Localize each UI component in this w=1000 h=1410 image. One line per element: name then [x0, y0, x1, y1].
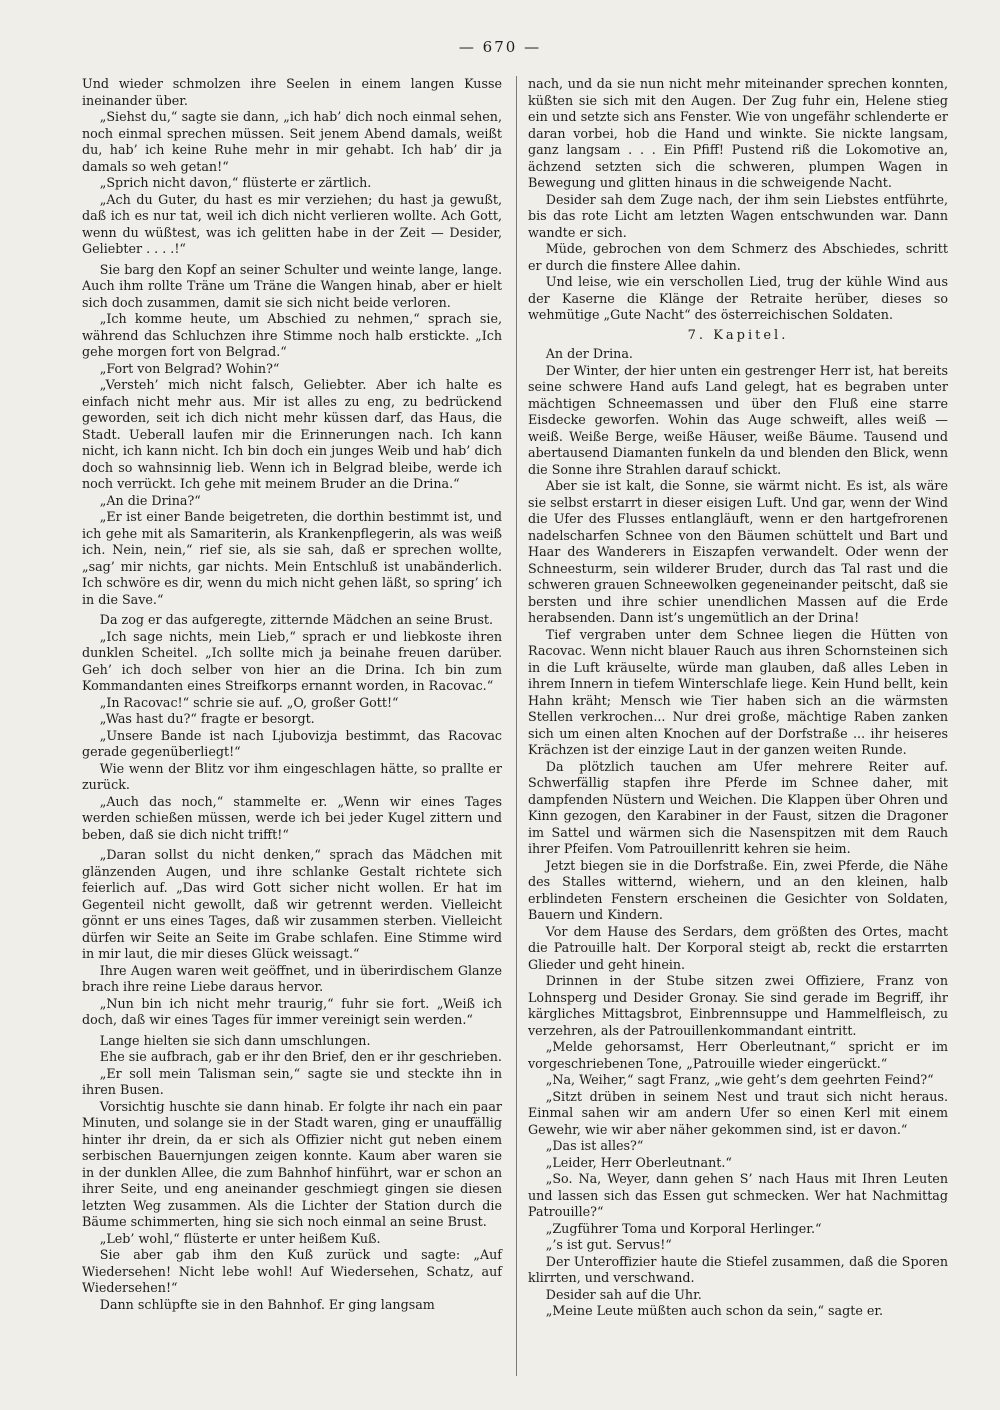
- paragraph: Da plötzlich tauchen am Ufer mehrere Reiter auf. Schwerfällig stapfen ihre Pferde im Schnee daher, mit dampfenden Nüstern und Weichen. Die Klappen über Ohren und Kinn gezogen, den Karabiner in der Faust, sitzen die Dragoner im Sattel und wärmen sich die Nasenspitzen mit dem Rauch ihrer Pfeifen. Vom Patrouillenritt kehren sie heim.: [528, 758, 948, 856]
- chapter-subtitle: An der Drina.: [545, 346, 633, 361]
- paragraph: Desider sah auf die Uhr.: [545, 1286, 702, 1302]
- paragraph: „Ach du Guter, du hast es mir verziehen; du hast ja gewußt, daß ich es nur tat, weil ich dich nicht verlieren wollte. Ach Gott, wenn du wüßtest, was ich gelitten habe in der Zeit — Desider, Geliebter . . . .!“: [82, 191, 502, 256]
- paragraph: Und wieder schmolzen ihre Seelen in einem langen Kusse ineinander über.: [82, 76, 502, 108]
- paragraph: „So. Na, Weyer, dann gehen S’ nach Haus mit Ihren Leuten und lassen sich das Essen gut schmecken. Wer hat Nachmittag Patrouille?“: [528, 1171, 948, 1219]
- page-number: — 670 —: [458, 38, 542, 56]
- paragraph: Und leise, wie ein verschollen Lied, trug der kühle Wind aus der Kaserne die Klänge der Retraite herüber, dieses so wehmütige „Gute Nacht“ des österreichischen Soldaten.: [528, 274, 948, 322]
- paragraph: „Siehst du,“ sagte sie dann, „ich hab’ dich noch einmal sehen, noch einmal sprechen müssen. Seit jenem Abend damals, weißt du, hab’ ich keine Ruhe mehr in mir gehabt. Ich hab’ dir ja damals so weh getan!“: [82, 109, 502, 174]
- paragraph: „’s ist gut. Servus!“: [545, 1237, 672, 1252]
- paragraph: „Melde gehorsamst, Herr Oberleutnant,“ spricht er im vorgeschriebenen Tone, „Patrouille wieder eingerückt.“: [528, 1039, 948, 1071]
- paragraph: „Zugführer Toma und Korporal Herlinger.“: [545, 1220, 822, 1236]
- paragraph: Sie barg den Kopf an seiner Schulter und weinte lange, lange. Auch ihm rollte Träne um Träne die Wangen hinab, aber er hielt sich doch zusammen, damit sie sich nicht beide verloren.: [82, 261, 502, 310]
- paragraph: „Er ist einer Bande beigetreten, die dorthin bestimmt ist, und ich gehe mit als Samariterin, als Krankenpflegerin, als was weiß ich. Nein, nein,“ rief sie, als sie sah, daß er sprechen wollte, „sag’ mir nichts, gar nichts. Mein Entschluß ist unabänderlich. Ich schwöre es dir, wenn du mich nicht gehen läßt, so spring’ ich in die Save.“: [82, 509, 502, 607]
- paragraph: Aber sie ist kalt, die Sonne, sie wärmt nicht. Es ist, als wäre sie selbst erstarrt in dieser eisigen Luft. Und gar, wenn der Wind die Ufer des Flusses entlangläuft, wenn er den hartgefrorenen nadelscharfen Schnee von den Bäumen schüttelt und Bart und Haar des Wanderers in Eiszapfen verwandelt. Oder wenn der Schneesturm, sein wilderer Bruder, durch das Tal rast und die schweren grauen Schneewolken gegeneinander peitscht, daß sie bersten und ihre schier unendlichen Massen auf die Erde herabsenden. Dann ist’s ungemütlich an der Drina!: [528, 478, 948, 625]
- paragraph: „Fort von Belgrad? Wohin?“: [99, 360, 280, 376]
- paragraph: Ihre Augen waren weit geöffnet, und in überirdischem Glanze brach ihre reine Liebe daraus hervor.: [82, 962, 502, 994]
- paragraph: Tief vergraben unter dem Schnee liegen die Hütten von Racovac. Wenn nicht blauer Rauch aus ihren Schornsteinen sich in die Luft kräuselte, würde man glauben, daß alles Leben in ihrem Innern in tiefem Winterschlafe liege. Kein Hund bellt, kein Hahn kräht; Mensch wie Tier haben sich an die wärmsten Stellen verkrochen... Nur drei große, mächtige Raben zanken sich um einen alten Knochen auf der Dorfstraße ... ihr heiseres Krächzen ist der einzige Laut in der ganzen weiten Runde.: [528, 626, 948, 757]
- paragraph: Dann schlüpfte sie in den Bahnhof. Er ging langsam: [99, 1296, 435, 1312]
- column-divider: [516, 76, 517, 1376]
- paragraph: Der Unteroffizier haute die Stiefel zusammen, daß die Sporen klirrten, und verschwand.: [528, 1253, 948, 1285]
- paragraph: „Er soll mein Talisman sein,“ sagte sie und steckte ihn in ihren Busen.: [82, 1065, 502, 1097]
- paragraph: Wie wenn der Blitz vor ihm eingeschlagen hätte, so prallte er zurück.: [82, 760, 502, 792]
- paragraph: Ehe sie aufbrach, gab er ihr den Brief, den er ihr geschrieben.: [99, 1049, 502, 1064]
- paragraph: Vor dem Hause des Serdars, dem größten des Ortes, macht die Patrouille halt. Der Korporal steigt ab, reckt die erstarrten Glieder und geht hinein.: [528, 923, 948, 972]
- paragraph: „Leider, Herr Oberleutnant.“: [545, 1154, 732, 1170]
- paragraph: Sie aber gab ihm den Kuß zurück und sagte: „Auf Wiedersehen! Nicht lebe wohl! Auf Wiedersehen, Schatz, auf Wiedersehen!“: [82, 1247, 502, 1295]
- right-column: [528, 76, 948, 1320]
- paragraph: nach, und da sie nun nicht mehr miteinander sprechen konnten, küßten sie sich mit den Augen. Der Zug fuhr ein, Helene stieg ein und setzte sich ans Fenster. Wie von ungefähr schlenderte er daran vorbei, hob die Hand und winkte. Sie nickte langsam, ganz langsam . . . Ein Pfiff! Pustend riß die Lokomotive an, ächzend setzten sich die schweren, plumpen Wagen in Bewegung und glitten hinaus in die schweigende Nacht.: [528, 76, 948, 190]
- paragraph: „Leb’ wohl,“ flüsterte er unter heißem Kuß.: [99, 1230, 381, 1246]
- paragraph: „Meine Leute müßten auch schon da sein,“ sagte er.: [545, 1303, 884, 1318]
- paragraph: Da zog er das aufgeregte, zitternde Mädchen an seine Brust.: [99, 612, 494, 627]
- paragraph: Jetzt biegen sie in die Dorfstraße. Ein, zwei Pferde, die Nähe des Stalles witternd, wiehern, und an den kleinen, halb erblindeten Fenstern erscheinen die Gesichter von Soldaten, Bauern und Kindern.: [528, 857, 948, 922]
- paragraph: „Was hast du?“ fragte er besorgt.: [99, 711, 315, 726]
- paragraph: Müde, gebrochen von dem Schmerz des Abschiedes, schritt er durch die finstere Allee dahin.: [528, 241, 948, 273]
- paragraph: „Versteh’ mich nicht falsch, Geliebter. Aber ich halte es einfach nicht mehr aus. Mir ist alles zu eng, zu bedrückend geworden, seit ich dich nicht mehr küssen darf, das Haus, die Stadt. Ueberall laufen mir die Erinnerungen nach. Ich kann nicht, ich kann nicht. Ich bin doch ein junges Weib und hab’ dich doch so wahnsinnig lieb. Wenn ich in Belgrad bleibe, werde ich noch verrückt. Ich gehe mit meinem Bruder an die Drina.“: [82, 377, 502, 491]
- paragraph: „Auch das noch,“ stammelte er. „Wenn wir eines Tages werden schießen müssen, werde ich bei jeder Kugel zittern und beben, daß sie dich nicht trifft!“: [82, 793, 502, 842]
- paragraph: Der Winter, der hier unten ein gestrenger Herr ist, hat bereits seine schwere Hand aufs Land gelegt, hat es begraben unter mächtigen Schneemassen und über den Fluß eine starre Eisdecke geworfen. Wohin das Auge schweift, alles weiß — weiß. Weiße Berge, weiße Häuser, weiße Bäume. Tausend und abertausend Diamanten funkeln da und blenden den Blick, wenn die Sonne ihre Strahlen darauf schickt.: [528, 362, 948, 477]
- paragraph: „Ich sage nichts, mein Lieb,“ sprach er und liebkoste ihren dunklen Scheitel. „Ich sollte mich ja beinahe freuen darüber. Geh’ ich doch selber von hier an die Drina. Ich bin zum Kommandanten eines Streifkorps ernannt worden, in Racovac.“: [82, 628, 502, 693]
- paragraph: Desider sah dem Zuge nach, der ihm sein Liebstes entführte, bis das rote Licht am letzten Wagen entschwunden war. Dann wandte er sich.: [528, 191, 948, 240]
- paragraph: Drinnen in der Stube sitzen zwei Offiziere, Franz von Lohnsperg und Desider Gronay. Sie sind gerade im Begriff, ihr kärgliches Mittagsbrot, Einbrennsuppe und Hammelfleisch, zu verzehren, als der Patrouillenkommandant eintritt.: [528, 973, 948, 1038]
- paragraph: „Sprich nicht davon,“ flüsterte er zärtlich.: [99, 175, 372, 190]
- paragraph: „Das ist alles?“: [545, 1138, 644, 1153]
- paragraph: Lange hielten sie sich dann umschlungen.: [99, 1032, 371, 1048]
- paragraph: „Nun bin ich nicht mehr traurig,“ fuhr sie fort. „Weiß ich doch, daß wir eines Tages für immer vereinigt sein werden.“: [82, 995, 502, 1027]
- paragraph: Vorsichtig huschte sie dann hinab. Er folgte ihr nach ein paar Minuten, und solange sie in der Stadt waren, ging er unauffällig hinter ihr drein, da er sich als Offizier nicht gut neben einem serbischen Bauernjungen zeigen konnte. Kaum aber waren sie in der dunklen Allee, die zum Bahnhof hinführt, war er schon an ihrer Seite, und eng aneinander geschmiegt gingen sie diesen letzten Weg zusammen. Als die Lichter der Station durch die Bäume schimmerten, hing sie sich noch einmal an seine Brust.: [82, 1098, 502, 1229]
- paragraph: „Unsere Bande ist nach Ljubovizja bestimmt, das Racovac gerade gegenüberliegt!“: [82, 727, 502, 759]
- paragraph: „Na, Weiher,“ sagt Franz, „wie geht’s dem geehrten Feind?“: [545, 1072, 934, 1087]
- left-column: [82, 76, 502, 1313]
- paragraph: „An die Drina?“: [99, 492, 201, 508]
- paragraph: „Ich komme heute, um Abschied zu nehmen,“ sprach sie, während das Schluchzen ihre Stimme noch halb erstickte. „Ich gehe morgen fort von Belgrad.“: [82, 311, 502, 359]
- chapter-heading: 7. Kapitel.: [687, 327, 789, 343]
- paragraph: „In Racovac!“ schrie sie auf. „O, großer Gott!“: [99, 694, 399, 710]
- paragraph: „Sitzt drüben in seinem Nest und traut sich nicht heraus. Einmal sahen wir am andern Ufer so einen Kerl mit einem Gewehr, wie wir aber näher gekommen sind, ist er davon.“: [528, 1088, 948, 1137]
- paragraph: „Daran sollst du nicht denken,“ sprach das Mädchen mit glänzenden Augen, und ihre schlanke Gestalt richtete sich feierlich auf. „Das wird Gott sicher nicht wollen. Er hat im Gegenteil nicht gewollt, daß wir getrennt werden. Vielleicht gönnt er uns eines Tages, daß wir zusammen sterben. Vielleicht dürfen wir Seite an Seite im Grabe schlafen. Eine Stimme wird in mir laut, die mir dieses Glück weissagt.“: [82, 847, 502, 961]
